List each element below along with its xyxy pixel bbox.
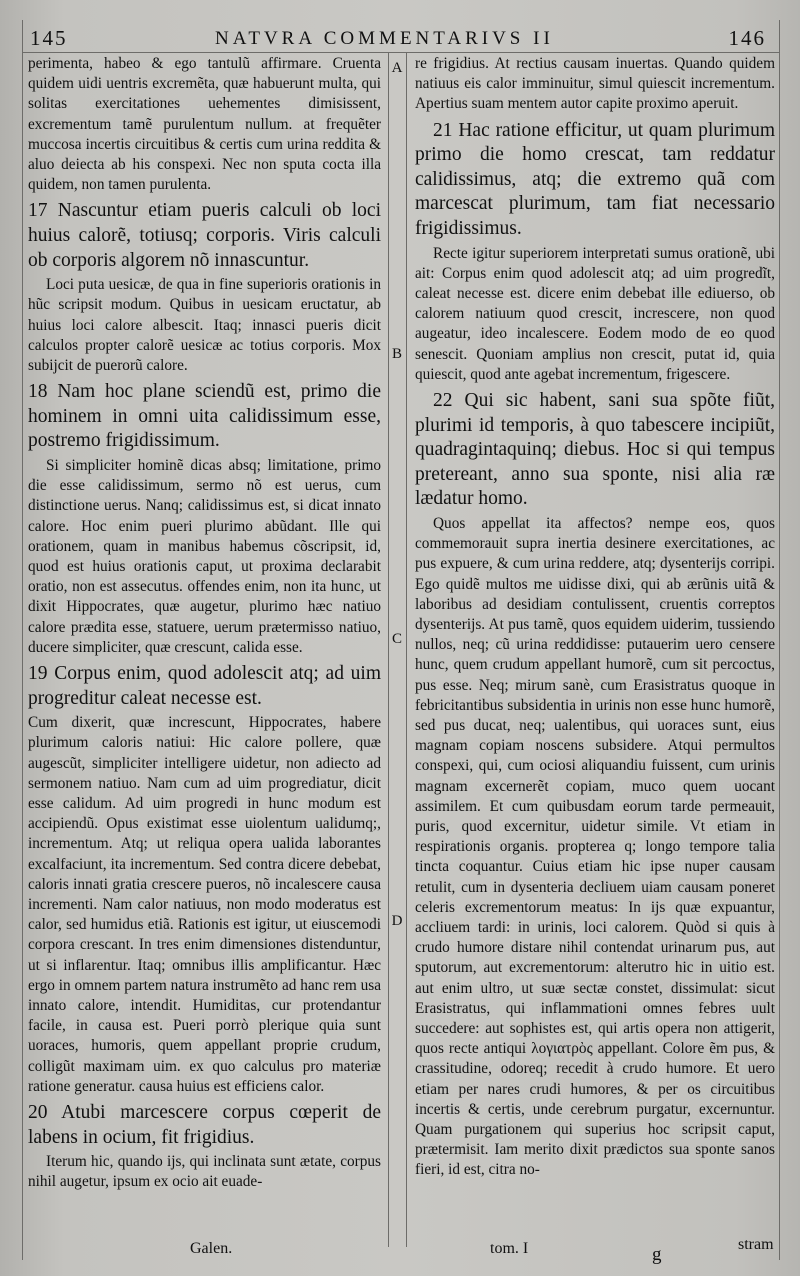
gutter-rule-left [388, 52, 389, 1247]
right-frame-rule [779, 20, 780, 1260]
page-number-left: 145 [30, 26, 68, 50]
left-column [28, 52, 381, 1246]
paragraph: perimenta, habeo & ego tantulũ affirmare. Cruenta quidem uidi uentris excremẽta, quæ habuerunt multa, qui solitas exercitationes uehementes dimisissent, excrementum tamẽ purulentum nullum. at frequẽter muccosa incertis circuitibus & certis cum urina reddita & aluo deiecta ab his conspexi. Nec non sputa cocta illa quidem, non tamen purulenta. [28, 55, 381, 194]
commentary-paragraph: Si simpliciter hominẽ dicas absq; limitatione, primo die esse calidissimum, sermo nõ est uerus, cum distinctione uerus. Nanq; calidissimus est, si dicat innato calore. Hoc enim pueri plurimo abũdant. Ille qui orationem, quam in manibus habemus cõscripsit, id, quod est huius orationis caput, ut proxima declarabit oratio, non est assecutus. offendes enim, non ita hunc, ut dixit Hippocrates, quæ augetur, plurimo hæc natiuo calore prædita esse, statuere, uerum prætermisso natiuo, ducere simpliciter, quæ crescunt, calida esse. [28, 457, 381, 656]
running-title: NATVRA COMMENTARIVS II [215, 28, 554, 49]
aphorism-19: 19 Corpus enim, quod adolescit atq; ad uim progreditur caleat necesse est. [28, 663, 381, 709]
right-column [415, 52, 775, 1246]
commentary-paragraph: Recte igitur superiorem interpretati sumus orationẽ, ubi ait: Corpus enim quod adolescit atq; ad uim progredĩt, caleat necesse est. dicere enim debebat ille ediuerso, ob calorem natiuum quod crescit, increscere, non quod augeatur, ideo incalescere. Eodem modo de eo quod senescit. Quoniam amplius non crescit, putat id, quia quiescit, quod ante agebat incrementum, frigescere. [415, 244, 775, 383]
aphorism-21: 21 Hac ratione efficitur, ut quam plurimum primo die homo crescat, tam reddatur calidissimus, atq; die extremo quã com marcescat plurimum, tam fiat necessario frigidissimus. [415, 119, 775, 239]
aphorism-17: 17 Nascuntur etiam pueris calculi ob loci huius calorẽ, totiusq; corporis. Viris calculi ob corporis algorem nõ innascuntur. [28, 200, 381, 271]
signature-mark: g [652, 1244, 662, 1265]
aphorism-22: 22 Qui sic habent, sani sua spõte fiũt, plurimi id temporis, à quo tabescere incipiũt, quadragintaquinq; diebus. Hoc si qui tempus pretereant, anno sua sponte, nisi alia ræ lædatur homo. [415, 390, 775, 510]
catchword-right: stram [738, 1236, 774, 1253]
commentary-paragraph: Iterum hic, quando ijs, qui inclinata sunt ætate, corpus nihil augetur, ipsum ex ocio ait euade- [28, 1153, 381, 1191]
margin-mark-d: D [391, 913, 403, 929]
catchword-left: Galen. [190, 1240, 233, 1257]
margin-mark-a: A [391, 60, 403, 76]
page-number-right: 146 [728, 26, 766, 50]
commentary-paragraph: Cum dixerit, quæ increscunt, Hippocrates, habere plurimum caloris natiui: Hic calore pollere, quæ augescũt, simpliciter intelligere uidetur, non adiecto ad sermonem natiuo. Nam cum ad uim progrediatur, dicit esse calidum. Ad uim progredi in hunc modum est accipiendũ. Opus existimat esse uiolentum ualidumq;, incrementum. Atq; ut reliqua opera ualida laborantes excalfaciunt, ita incrementum. Sed contra dicere debebat, caloris innati gratia crescere pueros, nõ incalescere causa incrementi. Nam calor natiuus, non modo moderatus est calor, sed humidus etiã. Rationis est igitur, ut eiuscemodi corpora crescant. In tres enim dimensiones distenduntur, ut si inflarentur. Itaq; omnibus illis amplificantur. Hæc ergo in omnem partem natura instrumẽto ad hanc rem usa innato calore, intendit. Humiditas, cur protendantur facile, in causa est. Pueri porrò plerique quia sunt uoraces, humoris, quem appellant proprie crudum, colligũt maximam uim. ex quo calculus pro materiæ ratione generatur. causa huius est efficiens calor. [28, 714, 381, 1095]
aphorism-20: 20 Atubi marcescere corpus cœperit de labens in ocium, fit frigidius. [28, 1102, 381, 1148]
paragraph: re frigidius. At rectius causam inuertas. Quando quidem natiuus eis calor imminuitur, simul quiescit incrementum. Apertius suam mentem autor capite proximo aperuit. [415, 55, 775, 113]
commentary-paragraph: Quos appellat ita affectos? nempe eos, quos commemorauit supra inertia desinere exercitationes, ac pus expuere, & cum urina reddere, atq; dysenterijs corripi. Ego quidẽ multos me uidisse dixi, qui ab ærũnis uitã & laboribus ad desidiam contulissent, cruentis correptos dysenterijs. At pus tamẽ, quos equidem uiderim, tussiendo nullos, neq; cũ urina reddidisse: putauerim uero censere hunc, quem crudum appellant humorẽ, cum sit percoctus, pus esse. Neq; mirum sanè, cum Erasistratus quoque in febricitantibus subsidentia in urinis non esse hunc humorẽ, sed pus ducat, neq; ualentibus, qui uoraces sunt, eius magnam copiam noscens subsidere. Atqui permultos conspexi, qui, cum ociosi aliquandiu fuissent, cum urinis magnam excernerẽt copiam, muco quem uocant assimilem. Et cum quibusdam eorum tarde permeauit, puris, quod excernitur, uidetur simile. Vt etiam in respirationis organis. propterea q; longo tempore talia tincta coquantur. Cuius etiam hic ipse nuper causam retulit, cum in dysenteria decliuem uiam causam poneret celeris excrementorum meatus: In ijs quæ expuantur, accliuem tardi: in urinis, loci calorem. Quòd si quis à crudo humore distare nihil contendat urinarum pus, aut sputorum, aut excrementorum: alterutro hic in uitio est. aut enim ultro, ut suæ sectæ constet, dissimulat: sicut Erasistratus, qui inflammationi omnes febres uult succedere: aut sophistes est, qui artis opera non attigerit, quos recte antiqui λογιατρὸς appellant. Colore ẽm pus, & crassitudine, odoreq; recedit à crudo humore. Et uero etiam per nares crudi humores, & per os circuitibus incertis & certis, unde cerebrum purgatur, excernuntur. Quam purgationem qui superius hoc scripsit caput, prætermisit. Iam merito dixit prædictos sua sponte sanos fieri, id est, citra no- [415, 514, 775, 1179]
left-frame-rule [22, 20, 23, 1260]
margin-mark-b: B [391, 346, 402, 362]
volume-mark: tom. I [490, 1240, 529, 1257]
aphorism-18: 18 Nam hoc plane sciendũ est, primo die hominem in omni uita calidissimum esse, postremo frigidissimum. [28, 381, 381, 452]
commentary-paragraph: Loci puta uesicæ, de qua in fine superioris orationis in hũc scripsit modum. Quibus in uesicam eructatur, ab huius loci calore albescit. Itaq; innasci pueris dicit calculos propter calorẽ uesicæ ac totius corporis. Mox subijcit de puerorũ calore. [28, 276, 381, 375]
margin-mark-c: C [391, 631, 402, 647]
gutter-rule-right [406, 52, 407, 1247]
